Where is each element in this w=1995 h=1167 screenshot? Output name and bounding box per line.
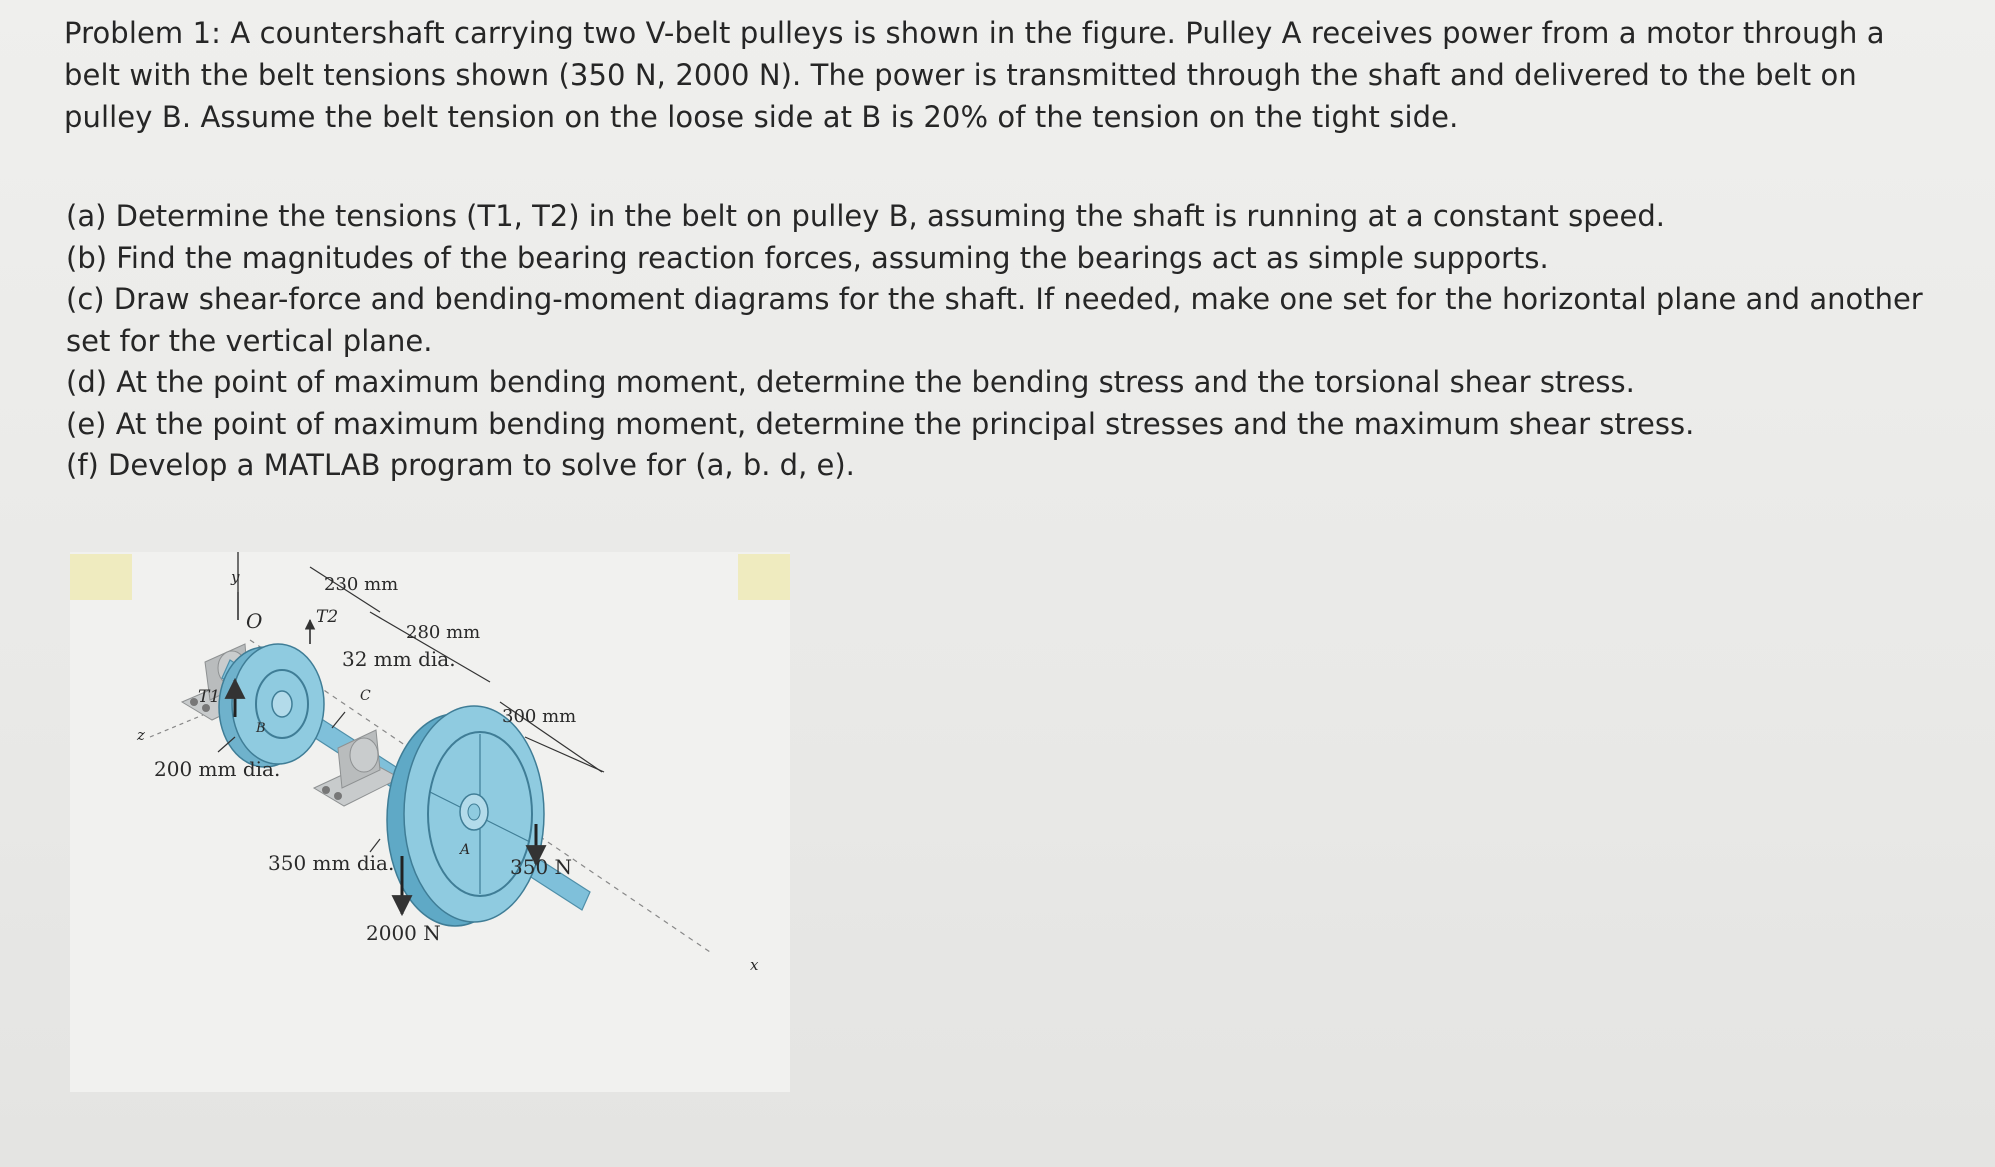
shaft-diameter-label: 32 mm dia.	[342, 647, 456, 671]
highlight-mark-right	[738, 554, 790, 600]
dim-280-label: 280 mm	[406, 622, 481, 643]
countershaft-drawing	[70, 552, 790, 1092]
problem-statement	[64, 12, 1944, 138]
problem-line-1: Problem 1: A countershaft carrying two V-belt pulleys is shown in the figure. Pulley A receives power from a motor through a	[64, 16, 1885, 50]
pulley-b-diameter-label: 200 mm dia.	[154, 757, 281, 781]
pulley-a-diameter-label: 350 mm dia.	[268, 851, 395, 875]
pulley-b-label: B	[256, 721, 266, 736]
part-a: (a) Determine the tensions (T1, T2) in the belt on pulley B, assuming the shaft is running at a constant speed.	[66, 199, 1665, 233]
force-350-label: 350 N	[510, 855, 573, 879]
part-d: (d) At the point of maximum bending moment, determine the bending stress and the torsional shear stress.	[66, 365, 1635, 399]
question-parts	[66, 196, 1946, 487]
origin-label: O	[246, 609, 263, 633]
speck	[1866, 514, 1870, 518]
t1-label: T1	[198, 687, 221, 707]
z-axis-label: z	[137, 726, 145, 744]
dim-230-label: 230 mm	[324, 574, 399, 595]
problem-line-3: pulley B. Assume the belt tension on the loose side at B is 20% of the tension on the tight side.	[64, 100, 1459, 134]
point-c-label: C	[360, 688, 371, 704]
y-axis-label: y	[231, 568, 240, 586]
pulley-a-label: A	[460, 842, 471, 858]
pulley-a	[387, 706, 544, 926]
shaft-dia-leader	[332, 712, 345, 728]
part-b: (b) Find the magnitudes of the bearing reaction forces, assuming the bearings act as simple supports.	[66, 240, 1549, 275]
speck	[1288, 1020, 1292, 1024]
x-axis-label: x	[750, 956, 759, 974]
dim-300-label: 300 mm	[502, 706, 577, 727]
countershaft-figure	[70, 552, 790, 1092]
t2-label: T2	[316, 607, 339, 627]
problem-line-2: belt with the belt tensions shown (350 N, 2000 N). The power is transmitted through the shaft and delivered to the belt on	[64, 58, 1857, 92]
z-axis-line	[150, 712, 210, 737]
part-f: (f) Develop a MATLAB program to solve for (a, b. d, e).	[66, 448, 855, 482]
force-2000-label: 2000 N	[366, 921, 441, 945]
highlight-mark-left	[70, 554, 132, 600]
part-c: (c) Draw shear-force and bending-moment diagrams for the shaft. If needed, make one set for the horizontal plane and another set for the vertical plane.	[66, 282, 1923, 358]
part-e: (e) At the point of maximum bending moment, determine the principal stresses and the maximum shear stress.	[66, 406, 1695, 441]
